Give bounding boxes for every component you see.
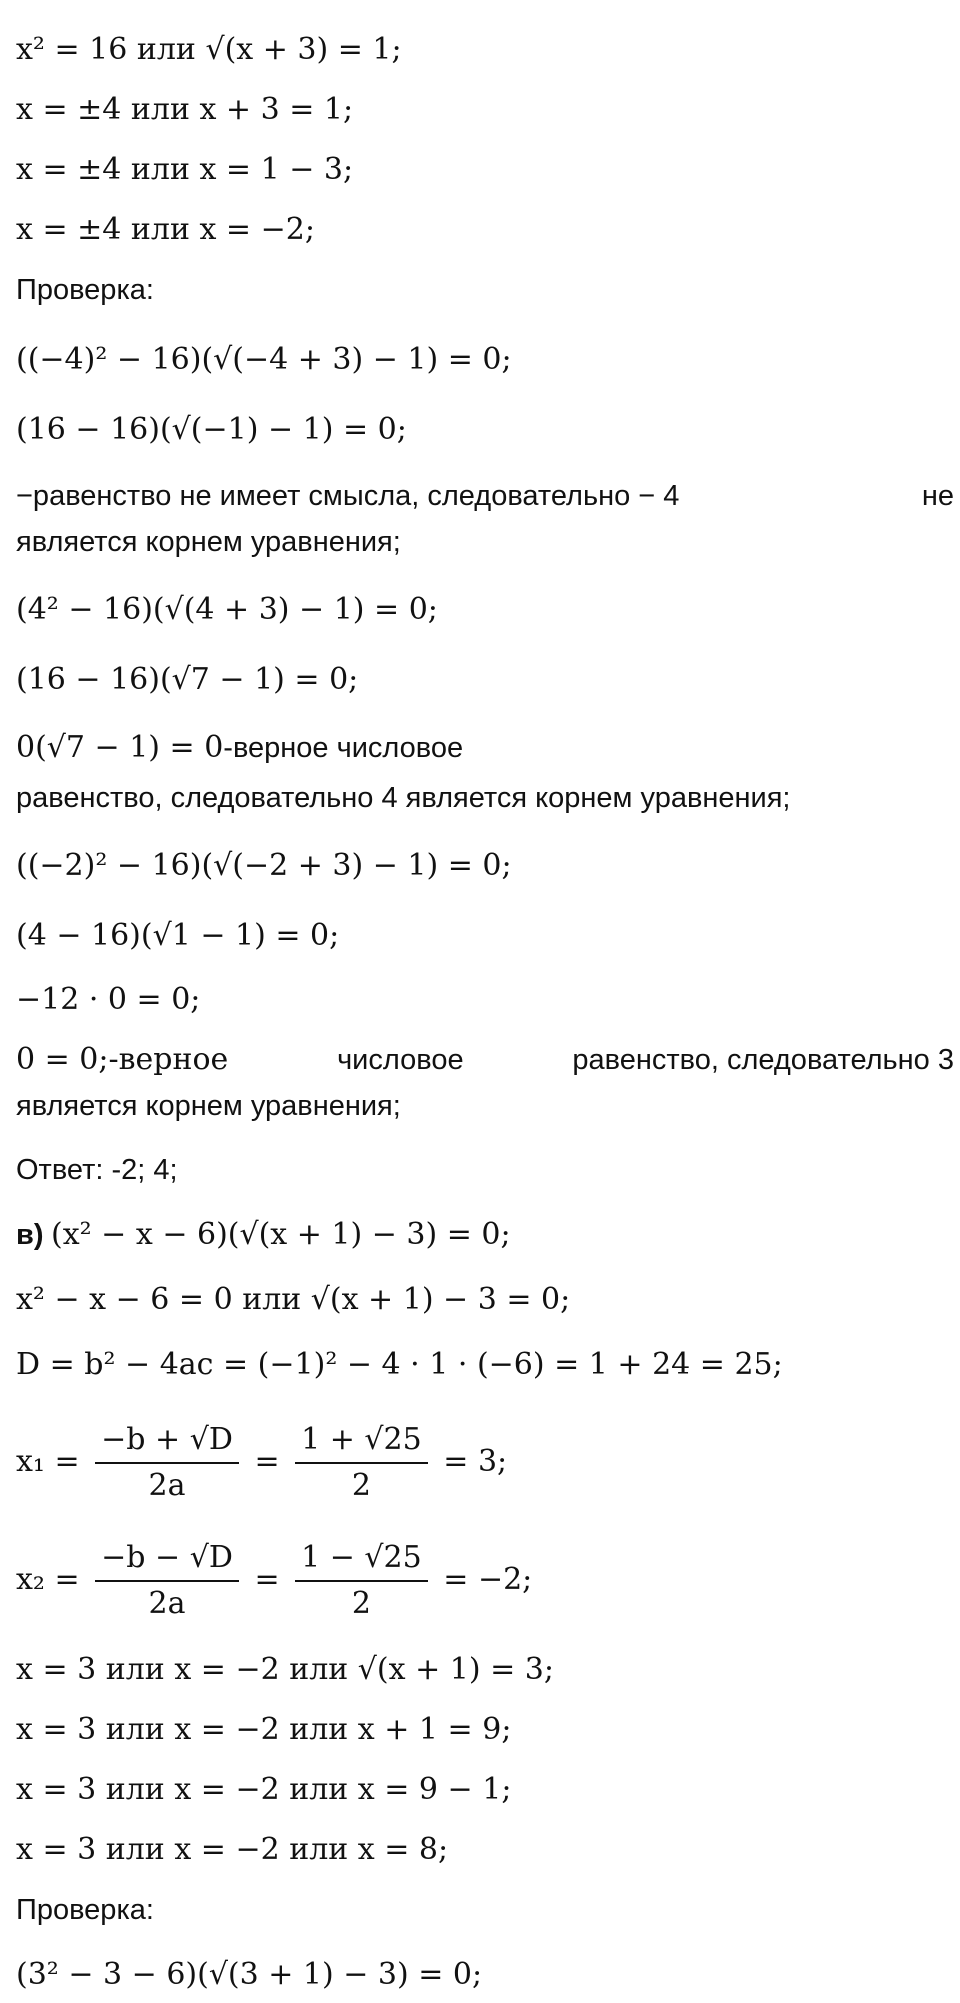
fraction — [95, 1538, 239, 1624]
equation-line: −12 · 0 = 0; — [16, 982, 201, 1017]
part-label: в) — [16, 1219, 44, 1251]
fraction — [295, 1538, 428, 1624]
fraction-numerator: −b − √D — [95, 1538, 239, 1582]
equation-part: (x² − x − 6)(√(x + 1) − 3) = 0; — [51, 1217, 511, 1252]
equation-line: x = ±4 или x = 1 − 3; — [16, 152, 354, 187]
check-heading: Проверка: — [16, 1894, 154, 1926]
fraction-denominator: 2 — [351, 1586, 371, 1621]
equation-line: ((−4)² − 16)(√(−4 + 3) − 1) = 0; — [16, 342, 512, 377]
fraction-line — [16, 1420, 507, 1506]
equation-line: x = ±4 или x + 3 = 1; — [16, 92, 354, 127]
fraction-line — [16, 1538, 532, 1624]
text-part: −равенство не имеет смысла, следовательно − 4 — [16, 480, 680, 512]
equation-line: (16 − 16)(√7 − 1) = 0; — [16, 662, 359, 697]
fraction — [95, 1420, 239, 1506]
equation-line: x² = 16 или √(x + 3) = 1; — [16, 32, 402, 67]
text-line — [16, 476, 954, 516]
fraction-denominator: 2 — [351, 1468, 371, 1503]
equation-line: x = 3 или x = −2 или x = 8; — [16, 1832, 449, 1867]
equation-line: (16 − 16)(√(−1) − 1) = 0; — [16, 412, 407, 447]
equation-line: x = ±4 или x = −2; — [16, 212, 315, 247]
fraction-numerator: 1 + √25 — [295, 1420, 428, 1464]
equation-line: x² − x − 6 = 0 или √(x + 1) − 3 = 0; — [16, 1282, 571, 1317]
equation-part: 0 = 0;-верное — [16, 1042, 229, 1077]
text-line: является корнем уравнения; — [16, 1090, 401, 1122]
answer-line: Ответ: -2; 4; — [16, 1154, 178, 1186]
text-part: числовое — [337, 1044, 464, 1076]
fraction — [295, 1420, 428, 1506]
equation-line: (4² − 16)(√(4 + 3) − 1) = 0; — [16, 592, 438, 627]
text-part: равенство, следовательно 3 — [572, 1044, 954, 1076]
text-part: не — [921, 480, 954, 512]
check-heading: Проверка: — [16, 274, 154, 306]
text-line — [16, 728, 463, 768]
equation-line: x = 3 или x = −2 или x + 1 = 9; — [16, 1712, 512, 1747]
text-part: -верное числовое — [223, 732, 464, 764]
equation-line: D = b² − 4ac = (−1)² − 4 · 1 · (−6) = 1 + 24 = 25; — [16, 1347, 783, 1382]
equation-part: x₁ = — [16, 1444, 80, 1479]
equation-part: = 3; — [443, 1444, 508, 1479]
text-line: равенство, следовательно 4 является корнем уравнения; — [16, 782, 791, 814]
fraction-numerator: −b + √D — [95, 1420, 239, 1464]
text-line — [16, 1040, 954, 1080]
equation-line: x = 3 или x = −2 или x = 9 − 1; — [16, 1772, 512, 1807]
equation-part: = −2; — [443, 1562, 533, 1597]
text-line: является корнем уравнения; — [16, 526, 401, 558]
fraction-numerator: 1 − √25 — [295, 1538, 428, 1582]
equation-line: x = 3 или x = −2 или √(x + 1) = 3; — [16, 1652, 554, 1687]
equation-line: ((−2)² − 16)(√(−2 + 3) − 1) = 0; — [16, 848, 512, 883]
equation-line: (3² − 3 − 6)(√(3 + 1) − 3) = 0; — [16, 1957, 483, 1992]
equation-part: = — [254, 1562, 280, 1597]
equation-part: x₂ = — [16, 1562, 80, 1597]
fraction-denominator: 2a — [148, 1586, 186, 1621]
part-v-header — [16, 1215, 511, 1255]
fraction-denominator: 2a — [148, 1468, 186, 1503]
equation-part: = — [254, 1444, 280, 1479]
equation-line: (4 − 16)(√1 − 1) = 0; — [16, 918, 340, 953]
equation-part: 0(√7 − 1) = 0 — [16, 730, 224, 765]
